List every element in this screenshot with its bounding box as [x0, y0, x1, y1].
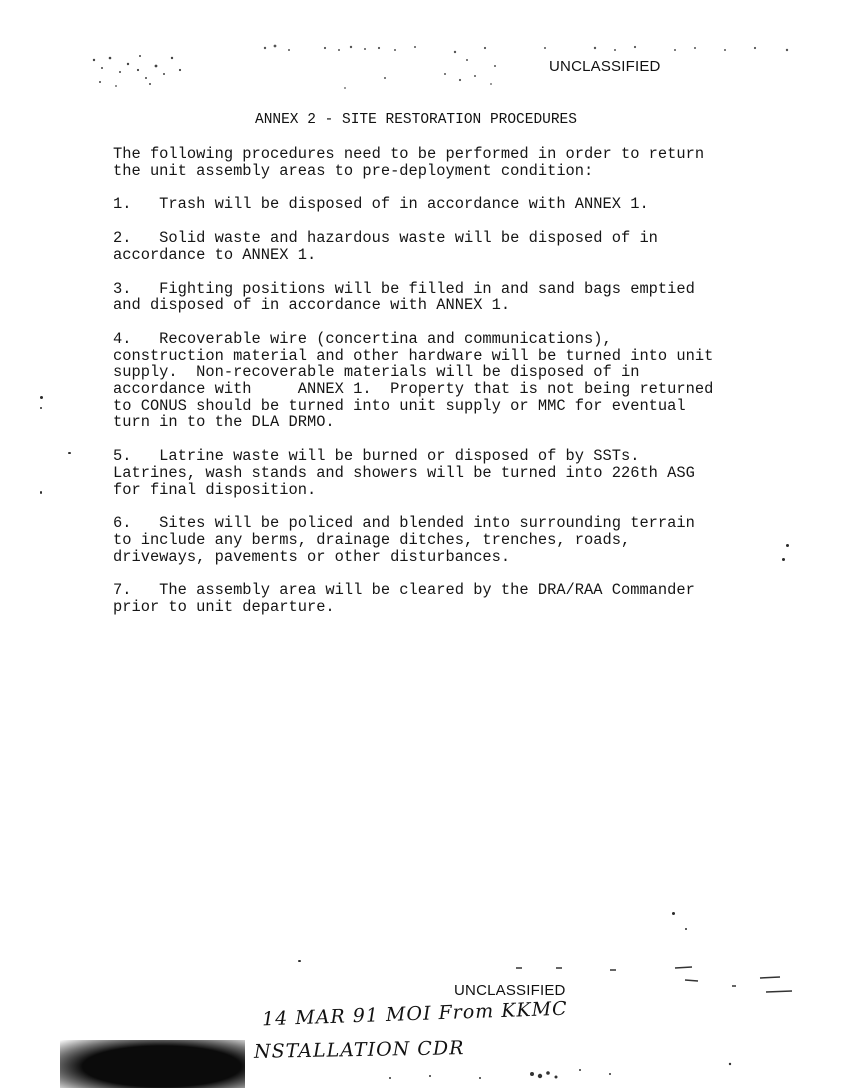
classification-marking-top: UNCLASSIFIED — [549, 58, 661, 75]
margin-speck — [68, 452, 71, 454]
procedure-item-2: 2. Solid waste and hazardous waste will be disposed of in accordance to ANNEX 1. — [113, 229, 658, 264]
margin-speck — [40, 407, 42, 409]
margin-speck — [685, 928, 687, 930]
document-body — [113, 146, 803, 633]
procedure-item-7: 7. The assembly area will be cleared by the DRA/RAA Commander prior to unit departure. — [113, 581, 695, 617]
margin-speck — [786, 544, 789, 547]
margin-speck — [782, 558, 785, 561]
procedure-item-6: 6. Sites will be policed and blended into surrounding terrain to include any berms, drainage ditches, trenches, roads, driveways, pavements or other disturbances. — [113, 514, 695, 566]
margin-speck — [40, 491, 42, 494]
scan-noise-top-center — [255, 38, 795, 93]
annex-title: ANNEX 2 - SITE RESTORATION PROCEDURES — [255, 112, 577, 128]
classification-marking-bottom: UNCLASSIFIED — [454, 982, 566, 999]
scan-noise-top-left — [80, 40, 220, 100]
procedure-item-3: 3. Fighting positions will be filled in and sand bags emptied and disposed of in accordance with ANNEX 1. — [113, 279, 695, 315]
scan-artifact-blot — [60, 1040, 245, 1088]
scan-noise-bottom — [380, 1058, 760, 1086]
intro-paragraph: The following procedures need to be performed in order to return the unit assembly areas to pre-deployment condition: — [113, 145, 705, 180]
margin-speck — [40, 396, 43, 399]
margin-speck — [298, 960, 301, 962]
procedure-item-5: 5. Latrine waste will be burned or disposed of by SSTs. Latrines, wash stands and showers will be turned into 226th ASG for final disposition. — [113, 447, 695, 499]
procedure-item-1: 1. Trash will be disposed of in accordance with ANNEX 1. — [113, 195, 649, 214]
procedure-item-4: 4. Recoverable wire (concertina and communications), construction material and other hardware will be turned into unit supply. Non-recoverable materials will be disposed of in accordance with ANNEX 1. Property that is not being returned to CONUS should be turned into unit supply or MMC for eventual turn in to the DLA DRMO. — [113, 329, 714, 432]
handwritten-annotation-line-1: 14 MAR 91 MOI From KKMC — [261, 997, 568, 1031]
handwritten-annotation-line-2: NSTALLATION CDR — [253, 1037, 465, 1063]
margin-speck — [672, 912, 675, 915]
